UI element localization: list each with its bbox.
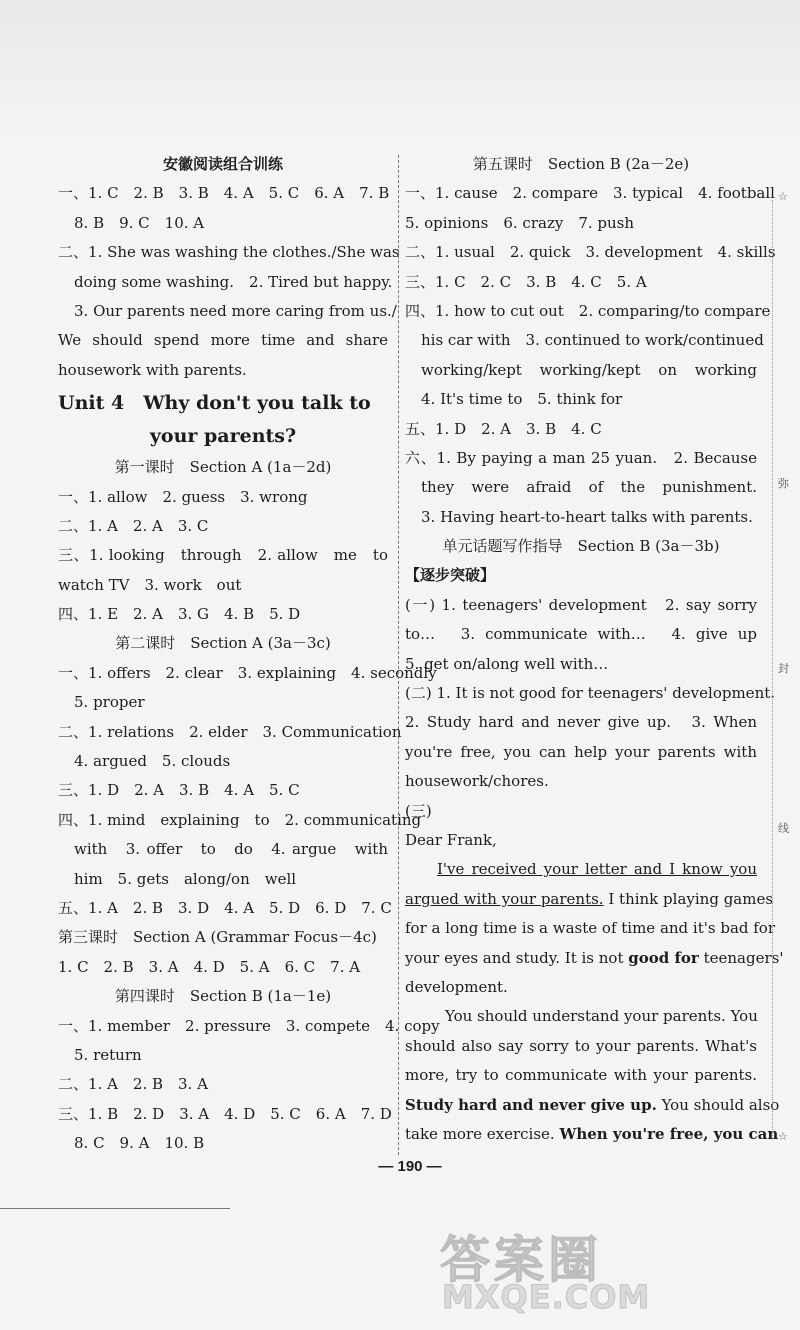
letter-line: I've received your letter and I know you (437, 860, 757, 879)
lesson-title: 第二课时 Section A (3a－3c) (115, 634, 331, 653)
answer-line: 三、1. looking through 2. allow me to (58, 546, 388, 565)
letter-text: teenagers' (698, 948, 784, 967)
answer-line: housework with parents. (58, 360, 247, 379)
answer-line: you're free, you can help your parents with (405, 742, 757, 761)
answer-line: 1. C 2. B 3. A 4. D 5. A 6. C 7. A (58, 957, 361, 976)
answer-line: 5. get on/along well with… (405, 654, 609, 673)
answer-line: with 3. offer to do 4. argue with (74, 840, 388, 859)
margin-label: ☆ (778, 190, 788, 203)
letter-line: for a long time is a waste of time and it's bad for (405, 919, 776, 938)
letter-line (405, 885, 774, 914)
lesson-title: 第一课时 Section A (1a－2d) (114, 458, 332, 477)
letter-line: development. (405, 977, 508, 996)
watermark (440, 1220, 790, 1320)
letter-text: your eyes and study. It is not (405, 948, 629, 967)
binding-margin-rule (772, 200, 773, 1140)
step-header: 【逐步突破】 (405, 566, 496, 585)
answer-line: 二、1. A 2. B 3. A (58, 1075, 208, 1094)
answer-line: 4. argued 5. clouds (74, 752, 231, 771)
letter-text: take more exercise. (405, 1124, 560, 1143)
answer-line: 8. B 9. C 10. A (74, 213, 205, 232)
letter-line (405, 1120, 779, 1149)
answer-line: 5. return (74, 1045, 142, 1064)
answer-line: 2. Study hard and never give up. 3. When (405, 713, 757, 732)
binding-margin (778, 180, 796, 1160)
answer-line: 四、1. how to cut out 2. comparing/to compare (405, 301, 771, 320)
answer-line: 4. It's time to 5. think for (421, 390, 623, 409)
letter-bold-text: When you're free, you can (559, 1124, 779, 1143)
answer-line: 3. Our parents need more caring from us./ (74, 301, 397, 320)
answer-line: 一、1. member 2. pressure 3. compete 4. copy (58, 1016, 440, 1035)
part3-label: (三) (405, 801, 432, 820)
unit-title-line2: your parents? (149, 425, 297, 448)
left-column (58, 150, 440, 1159)
margin-label: 线 (778, 822, 789, 835)
letter-underlined-text: argued with your parents. (405, 889, 604, 908)
answer-line: 五、1. A 2. B 3. D 4. A 5. D 6. D 7. C (58, 898, 392, 917)
answer-line: 三、1. C 2. C 3. B 4. C 5. A (405, 272, 647, 291)
answer-line: We should spend more time and share (58, 331, 388, 350)
answer-line: they were afraid of the punishment. (421, 478, 757, 497)
letter-line (405, 1091, 780, 1120)
answer-line: 六、1. By paying a man 25 yuan. 2. Because (405, 448, 757, 467)
lesson-title: 第三课时 Section A (Grammar Focus－4c) (58, 928, 377, 947)
column-divider (398, 155, 399, 1155)
letter-bold-text: Study hard and never give up. (405, 1095, 657, 1114)
answer-line: 二、1. A 2. A 3. C (58, 516, 209, 535)
letter-text: I think playing games (603, 889, 774, 908)
letter-salutation: Dear Frank, (405, 830, 497, 849)
watermark-logo-text: 答案圈 (440, 1231, 602, 1289)
unit-title: Unit 4 Why don't you talk to (58, 392, 371, 415)
answer-line: 三、1. B 2. D 3. A 4. D 5. C 6. A 7. D (58, 1104, 392, 1123)
answer-line: 二、1. She was washing the clothes./She was (58, 243, 400, 262)
margin-label: ☆ (778, 1130, 788, 1143)
answer-line: 5. proper (74, 693, 145, 712)
footer-rule (0, 1208, 230, 1209)
answer-line: 5. opinions 6. crazy 7. push (405, 213, 635, 232)
lesson-title: 第五课时 Section B (2a－2e) (472, 155, 690, 173)
letter-text: You should also (656, 1095, 780, 1114)
answer-line: 四、1. E 2. A 3. G 4. B 5. D (58, 605, 301, 624)
answer-line: (一) 1. teenagers' development 2. say sorry (405, 595, 757, 614)
letter-line: more, try to communicate with your parents. (405, 1066, 757, 1085)
answer-line: 二、1. relations 2. elder 3. Communication (58, 722, 402, 741)
margin-label: 弥 (778, 477, 789, 490)
answer-line: doing some washing. 2. Tired but happy. (74, 272, 393, 291)
answer-line: 8. C 9. A 10. B (74, 1134, 205, 1153)
answer-line: (二) 1. It is not good for teenagers' development. (405, 684, 776, 703)
answer-line: 五、1. D 2. A 3. B 4. C (405, 419, 602, 438)
answer-line: 一、1. allow 2. guess 3. wrong (58, 487, 308, 506)
anhui-section-title: 安徽阅读组合训练 (162, 155, 283, 173)
right-column (405, 150, 784, 1149)
answer-line: him 5. gets along/on well (74, 869, 297, 888)
answer-line: 一、1. C 2. B 3. B 4. A 5. C 6. A 7. B (58, 184, 390, 203)
page-number: — 190 — (378, 1158, 442, 1175)
letter-line: should also say sorry to your parents. What's (405, 1036, 757, 1055)
lesson-title: 第四课时 Section B (1a－1e) (114, 987, 332, 1006)
writing-section-title: 单元话题写作指导 Section B (3a－3b) (442, 537, 720, 556)
answer-line: working/kept working/kept on working (421, 360, 757, 379)
answer-line: watch TV 3. work out (58, 575, 242, 594)
answer-line: his car with 3. continued to work/continued (421, 331, 764, 350)
answer-line: to… 3. communicate with… 4. give up (405, 625, 757, 644)
letter-line: You should understand your parents. You (445, 1007, 758, 1026)
answer-line: 四、1. mind explaining to 2. communicating (58, 810, 422, 829)
letter-line (405, 944, 784, 973)
answer-line: 一、1. offers 2. clear 3. explaining 4. secondly (58, 663, 437, 682)
margin-label: 封 (778, 662, 789, 675)
letter-bold-text: good for (628, 948, 699, 967)
answer-line: 二、1. usual 2. quick 3. development 4. skills (405, 243, 776, 262)
answer-line: housework/chores. (405, 772, 549, 791)
answer-line: 3. Having heart-to-heart talks with parents. (421, 507, 753, 526)
answer-line: 一、1. cause 2. compare 3. typical 4. football (405, 184, 775, 203)
watermark-url: MXQE.COM (442, 1278, 651, 1316)
answer-line: 三、1. D 2. A 3. B 4. A 5. C (58, 781, 300, 800)
page-top-shade (0, 0, 800, 140)
